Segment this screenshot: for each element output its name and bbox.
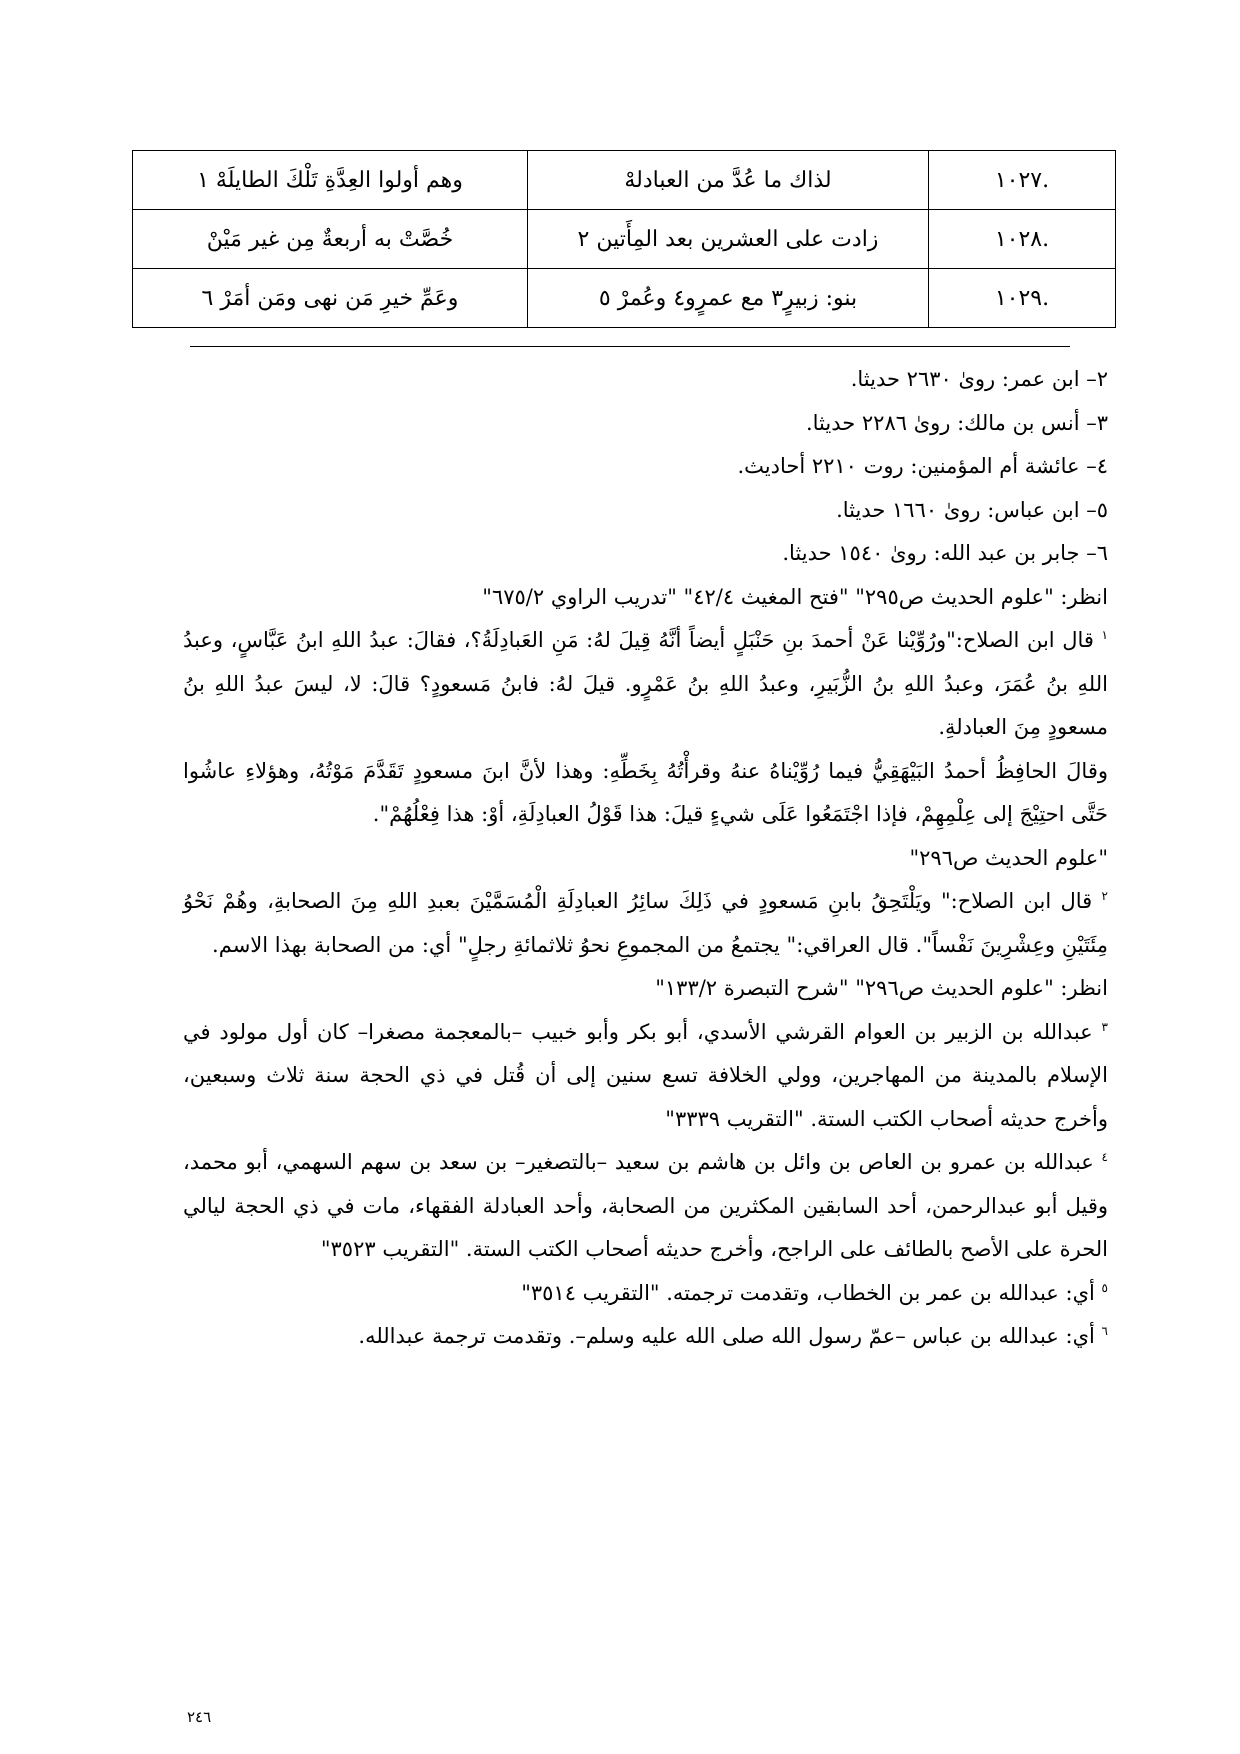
page-number: ٢٤٦ — [187, 1708, 212, 1726]
footnote-text: قال ابن الصلاح:" ويَلْتَحِقُ بابنِ مَسعودٍ في ذَلِكَ سائِرُ العبادِلَةِ الْمُسَمَّيْنَ بعبدِ اللهِ مِنَ الصحابةِ، وهُمْ نَحْوُ مِئَتَيْنِ وعِشْرِينَ نَفْساً". قال العراقي:" يجتمعُ من المجموعِ نحوُ ثلاثمائةِ رجلٍ" أي: من الصحابة بهذا الاسم. — [183, 889, 1108, 957]
reference-line: "علوم الحديث ص٢٩٦" — [909, 845, 1108, 870]
footnote-separator — [190, 346, 1070, 347]
footnote-text: أي: عبدالله بن عباس –عمّ رسول الله صلى الله عليه وسلم–. وتقدمت ترجمة عبدالله. — [358, 1324, 1095, 1348]
footnote-text: عبدالله بن الزبير بن العوام القرشي الأسدي، أبو بكر وأبو خبيب –بالمعجمة مصغرا– كان أول مولود في الإسلام بالمدينة من المهاجرين، وولي الخلافة تسع سنين إلى أن قُتل في ذي الحجة سنة ثلاث وسبعين، وأخرج حديثه أصحاب الكتب الستة. "التقريب ٣٣٣٩" — [183, 1019, 1108, 1131]
footnote-1-continuation: وقالَ الحافِظُ أحمدُ البَيْهَقِيُّ فيما رُوِّيْناهُ عنهُ وقرأْتُهُ بِخَطِّهِ: وهذا لأنَّ ابنَ مسعودٍ تَقَدَّمَ مَوْتُهُ، وهؤلاءِ عاشُوا حَتَّى احتِيْجَ إلى عِلْمِهِمْ، فإذا اجْتَمَعُوا عَلَى شيءٍ قيلَ: هذا قَوْلُ العبادِلَةِ، أوْ: هذا فِعْلُهُمْ". — [183, 758, 1108, 826]
reference-line: انظر: "علوم الحديث ص٢٩٦" "شرح التبصرة ١٣٣/٢" — [655, 976, 1108, 1000]
footnote-text: عبدالله بن عمرو بن العاص بن وائل بن هاشم بن سعيد –بالتصغير– بن سعد بن سهم السهمي، أبو محمد، وقيل أبو عبدالرحمن، أحد السابقين المكثرين من الصحابة، وأحد العبادلة الفقهاء، مات في ذي الحجة ليالي الحرة على الأصح بالطائف على الراجح، وأخرج حديثه أصحاب الكتب الستة. "التقريب ٣٥٢٣" — [183, 1150, 1108, 1261]
footnote-3 — [183, 1011, 1108, 1142]
footnote-text: قال ابن الصلاح:"ورُوِّيْنا عَنْ أحمدَ بنِ حَنْبَلٍ أيضاً أنَّهُ قِيلَ لهُ: مَنِ العَبادِلَةُ؟، فقالَ: عبدُ اللهِ ابنُ عَبَّاسٍ، وعبدُ اللهِ بنُ عُمَرَ، وعبدُ اللهِ بنُ الزُّبَيرِ، وعبدُ اللهِ بنُ عَمْرٍو. قيلَ لهُ: فابنُ مَسعودٍ؟ قالَ: لا، ليسَ عبدُ اللهِ بنُ مسعودٍ مِنَ العبادلةِ. — [183, 628, 1108, 739]
verse-second-hemistich: وهم أولوا العِدَّةِ تَلْكَ الطايلَهْ ١ — [133, 151, 528, 210]
footnote-4 — [183, 1141, 1108, 1272]
verse-number: .١٠٢٧ — [929, 151, 1116, 210]
verse-second-hemistich: خُصَّتْ به أربعةٌ مِن غير مَيْنْ — [133, 210, 528, 269]
footnote-marker: ١ — [1101, 628, 1108, 642]
list-item: ٥– ابن عباس: رویٰ ١٦٦٠ حديثا. — [836, 497, 1108, 522]
footnote-marker: ٢ — [1101, 889, 1108, 903]
list-item: ٤– عائشة أم المؤمنين: روت ٢٢١٠ أحاديث. — [737, 454, 1108, 478]
verse-first-hemistich: بنو: زبيرٍ٣ مع عمرٍو٤ وعُمرْ ٥ — [528, 269, 929, 328]
footnote-1 — [183, 619, 1108, 750]
verse-table — [132, 150, 1116, 328]
verse-second-hemistich: وعَمِّ خيرِ مَن نهى ومَن أمَرْ ٦ — [133, 269, 528, 328]
verse-number: .١٠٢٨ — [929, 210, 1116, 269]
verse-number: .١٠٢٩ — [929, 269, 1116, 328]
footnote-marker: ٥ — [1101, 1280, 1108, 1295]
verse-first-hemistich: لذاك ما عُدَّ من العبادلهْ — [528, 151, 929, 210]
list-item: ٦– جابر بن عبد الله: رویٰ ١٥٤٠ حديثا. — [782, 541, 1108, 565]
verse-row — [133, 151, 1116, 210]
footnote-5 — [183, 1272, 1108, 1316]
footnotes — [183, 358, 1108, 1359]
footnote-marker: ٦ — [1101, 1324, 1108, 1338]
footnote-6 — [183, 1315, 1108, 1359]
footnote-marker: ٣ — [1101, 1019, 1108, 1034]
footnote-text: أي: عبدالله بن عمر بن الخطاب، وتقدمت ترجمته. "التقريب ٣٥١٤" — [521, 1280, 1095, 1305]
verse-first-hemistich: زادت علی العشرين بعد المِأَتين ٢ — [528, 210, 929, 269]
verse-row — [133, 210, 1116, 269]
footnote-2 — [183, 880, 1108, 967]
list-item: ٣– أنس بن مالك: رویٰ ٢٢٨٦ حديثا. — [805, 410, 1108, 435]
footnote-marker: ٤ — [1101, 1150, 1108, 1164]
list-item: ٢– ابن عمر: رویٰ ٢٦٣٠ حديثا. — [850, 367, 1108, 391]
verse-row — [133, 269, 1116, 328]
reference-line: انظر: "علوم الحديث ص٢٩٥" "فتح المغيث ٤٢/٤" "تدريب الراوي ٦٧٥/٢" — [482, 584, 1108, 609]
